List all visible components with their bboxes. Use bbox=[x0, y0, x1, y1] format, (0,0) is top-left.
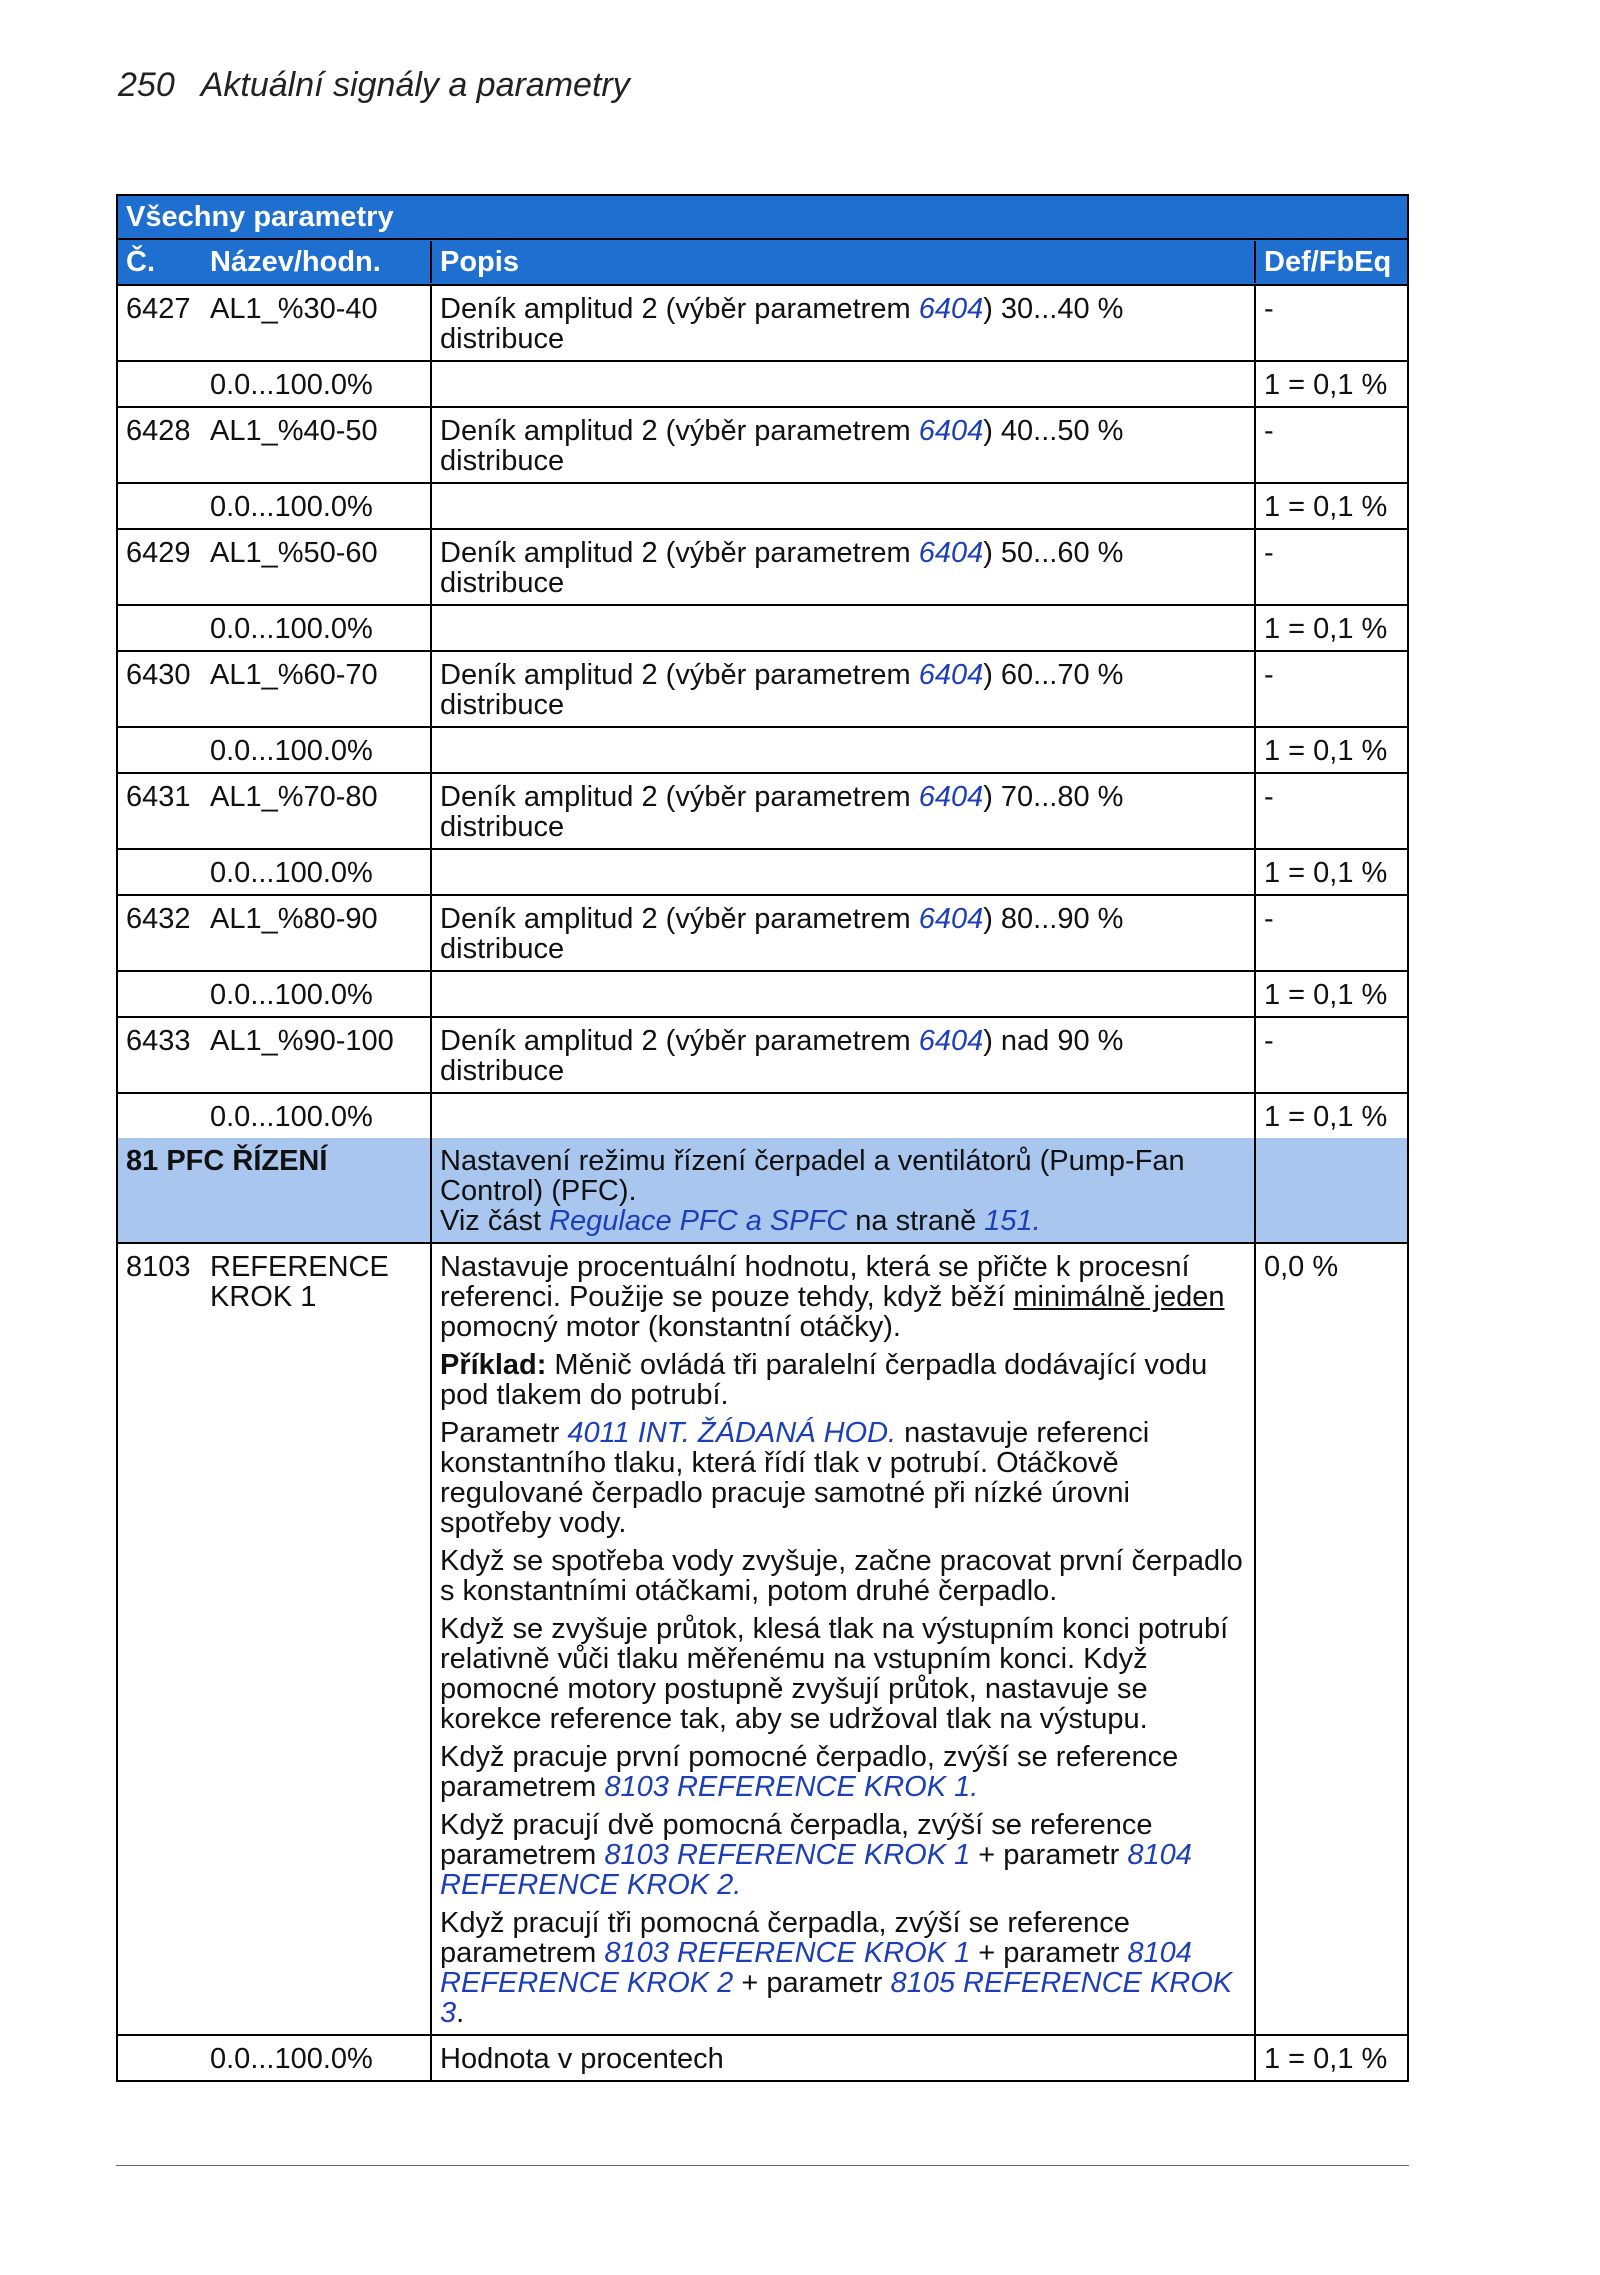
section-link[interactable]: Regulace PFC a SPFC bbox=[549, 1205, 848, 1237]
param-default: - bbox=[1264, 659, 1274, 691]
link-6404[interactable]: 6404 bbox=[918, 537, 984, 569]
header-desc: Popis bbox=[432, 241, 1256, 283]
param-fbeq: 1 = 0,1 % bbox=[1264, 857, 1388, 889]
link-8103[interactable]: 8103 REFERENCE KROK 1 bbox=[604, 1771, 971, 1803]
param-default: - bbox=[1264, 903, 1274, 935]
param-name: REFERENCE KROK 1 bbox=[210, 1251, 389, 1313]
param-default: - bbox=[1264, 1025, 1274, 1057]
param-range: 0.0...100.0% bbox=[210, 613, 373, 645]
table-row-range bbox=[118, 850, 1407, 896]
param-default: 0,0 % bbox=[1264, 1251, 1339, 1283]
table-row bbox=[118, 1018, 1407, 1094]
param-description: Deník amplitud 2 (výběr parametrem 6404) nad 90 % distribuce bbox=[432, 1018, 1256, 1092]
param-description: Deník amplitud 2 (výběr parametrem 6404) 70...80 % distribuce bbox=[432, 774, 1256, 848]
param-range: 0.0...100.0% bbox=[210, 979, 373, 1011]
param-name: AL1_%60-70 bbox=[210, 659, 378, 691]
table-row bbox=[118, 530, 1407, 606]
param-fbeq: 1 = 0,1 % bbox=[1264, 369, 1388, 401]
parameter-rows bbox=[118, 286, 1407, 1138]
param-fbeq: 1 = 0,1 % bbox=[1264, 979, 1388, 1011]
table-row-range bbox=[118, 972, 1407, 1018]
param-8103-range-row bbox=[118, 2036, 1407, 2080]
page-header bbox=[118, 66, 630, 105]
table-row bbox=[118, 286, 1407, 362]
param-name: AL1_%50-60 bbox=[210, 537, 378, 569]
table-row-range bbox=[118, 728, 1407, 774]
param-description: Nastavuje procentuální hodnotu, která se přičte k procesní referenci. Použije se pouze tehdy, když běží minimálně jeden pomocný motor (konstantní otáčky). Příklad: Měnič ovládá tři paralelní čerpadla dodávající vodu pod tlakem do potrubí. Parametr 4011 INT. ŽÁDANÁ HOD. nastavuje referenci konstantního tlaku, která řídí tlak v potrubí. Otáčkově regulované čerpadlo pracuje samotné při nízké úrovni spotřeby vody. Když se spotřeba vody zvyšuje, začne pracovat první čerpadlo s konstantními otáčkami, potom druhé čerpadlo. Když se zvyšuje průtok, klesá tlak na výstupním konci potrubí relativně vůči tlaku měřenému na vstupním konci. Když pomocné motory postupně zvyšují průtok, nastavuje se korekce reference tak, aby se udržoval tlak na výstupu. Když pracuje první pomocné čerpadlo, zvýší se reference parametrem 8103 REFERENCE KROK 1. Když pracují dvě pomocná čerpadla, zvýší se reference parametrem 8103 REFERENCE KROK 1 + parametr 8104 REFERENCE KROK 2. Když pracují tři pomocná čerpadla, zvýší se reference parametrem 8103 REFERENCE KROK 1 + parametr 8104 REFERENCE KROK 2 + parametr 8105 REFERENCE KROK 3. bbox=[432, 1244, 1256, 2034]
param-fbeq: 1 = 0,1 % bbox=[1264, 1101, 1388, 1133]
param-fbeq: 1 = 0,1 % bbox=[1264, 2043, 1388, 2075]
param-number: 8103 bbox=[126, 1251, 191, 1283]
param-name: AL1_%80-90 bbox=[210, 903, 378, 935]
link-4011[interactable]: 4011 INT. ŽÁDANÁ HOD. bbox=[567, 1417, 897, 1449]
param-description: Deník amplitud 2 (výběr parametrem 6404) 40...50 % distribuce bbox=[432, 408, 1256, 482]
link-6404[interactable]: 6404 bbox=[918, 903, 984, 935]
param-range: 0.0...100.0% bbox=[210, 2043, 373, 2075]
link-8103[interactable]: 8103 REFERENCE KROK 1 bbox=[604, 1839, 971, 1871]
table-title: Všechny parametry bbox=[118, 196, 1407, 240]
link-6404[interactable]: 6404 bbox=[918, 781, 984, 813]
header-def: Def/FbEq bbox=[1264, 246, 1392, 278]
link-8105[interactable]: 8105 REFERENCE KROK 3 bbox=[440, 1967, 1233, 2029]
param-name: AL1_%90-100 bbox=[210, 1025, 394, 1057]
param-number: 6427 bbox=[126, 293, 191, 325]
table-row-range bbox=[118, 606, 1407, 652]
range-description: Hodnota v procentech bbox=[432, 2036, 1256, 2080]
link-6404[interactable]: 6404 bbox=[918, 293, 984, 325]
param-default: - bbox=[1264, 415, 1274, 447]
footer-rule bbox=[116, 2165, 1409, 2166]
page-number: 250 bbox=[118, 66, 175, 104]
link-8104[interactable]: 8104 REFERENCE KROK 2 bbox=[440, 1937, 1192, 1999]
param-default: - bbox=[1264, 781, 1274, 813]
section-name: 81 PFC ŘÍZENÍ bbox=[118, 1138, 432, 1242]
header-name: Název/hodn. bbox=[210, 246, 381, 278]
param-fbeq: 1 = 0,1 % bbox=[1264, 613, 1388, 645]
param-range: 0.0...100.0% bbox=[210, 491, 373, 523]
table-row-range bbox=[118, 1094, 1407, 1138]
param-number: 6429 bbox=[126, 537, 191, 569]
section-page-link[interactable]: 151 bbox=[984, 1205, 1033, 1237]
table-row-range bbox=[118, 362, 1407, 408]
param-description: Deník amplitud 2 (výběr parametrem 6404) 30...40 % distribuce bbox=[432, 286, 1256, 360]
param-8103-row bbox=[118, 1244, 1407, 2036]
header-no: Č. bbox=[126, 246, 155, 278]
page-title: Aktuální signály a parametry bbox=[200, 66, 630, 104]
table-row bbox=[118, 652, 1407, 728]
param-number: 6432 bbox=[126, 903, 191, 935]
param-range: 0.0...100.0% bbox=[210, 735, 373, 767]
param-name: AL1_%30-40 bbox=[210, 293, 378, 325]
param-default: - bbox=[1264, 537, 1274, 569]
link-6404[interactable]: 6404 bbox=[918, 415, 984, 447]
link-6404[interactable]: 6404 bbox=[918, 659, 984, 691]
link-8103[interactable]: 8103 REFERENCE KROK 1 bbox=[604, 1937, 971, 1969]
param-number: 6430 bbox=[126, 659, 191, 691]
param-name: AL1_%40-50 bbox=[210, 415, 378, 447]
param-fbeq: 1 = 0,1 % bbox=[1264, 491, 1388, 523]
param-description: Deník amplitud 2 (výběr parametrem 6404) 50...60 % distribuce bbox=[432, 530, 1256, 604]
param-description: Deník amplitud 2 (výběr parametrem 6404) 60...70 % distribuce bbox=[432, 652, 1256, 726]
param-name: AL1_%70-80 bbox=[210, 781, 378, 813]
param-default: - bbox=[1264, 293, 1274, 325]
parameter-table bbox=[116, 194, 1409, 2082]
table-row bbox=[118, 408, 1407, 484]
table-header-row bbox=[118, 240, 1407, 286]
table-row-range bbox=[118, 484, 1407, 530]
param-fbeq: 1 = 0,1 % bbox=[1264, 735, 1388, 767]
param-number: 6433 bbox=[126, 1025, 191, 1057]
param-range: 0.0...100.0% bbox=[210, 369, 373, 401]
link-8104[interactable]: 8104 REFERENCE KROK 2 bbox=[440, 1839, 1192, 1901]
section-desc: Nastavení režimu řízení čerpadel a ventilátorů (Pump-Fan Control) (PFC). Viz část Regulace PFC a SPFC na straně 151. bbox=[432, 1138, 1256, 1242]
param-number: 6428 bbox=[126, 415, 191, 447]
table-row bbox=[118, 774, 1407, 850]
section-row bbox=[118, 1138, 1407, 1244]
param-range: 0.0...100.0% bbox=[210, 1101, 373, 1133]
table-row bbox=[118, 896, 1407, 972]
param-range: 0.0...100.0% bbox=[210, 857, 373, 889]
link-6404[interactable]: 6404 bbox=[918, 1025, 984, 1057]
param-description: Deník amplitud 2 (výběr parametrem 6404) 80...90 % distribuce bbox=[432, 896, 1256, 970]
param-number: 6431 bbox=[126, 781, 191, 813]
